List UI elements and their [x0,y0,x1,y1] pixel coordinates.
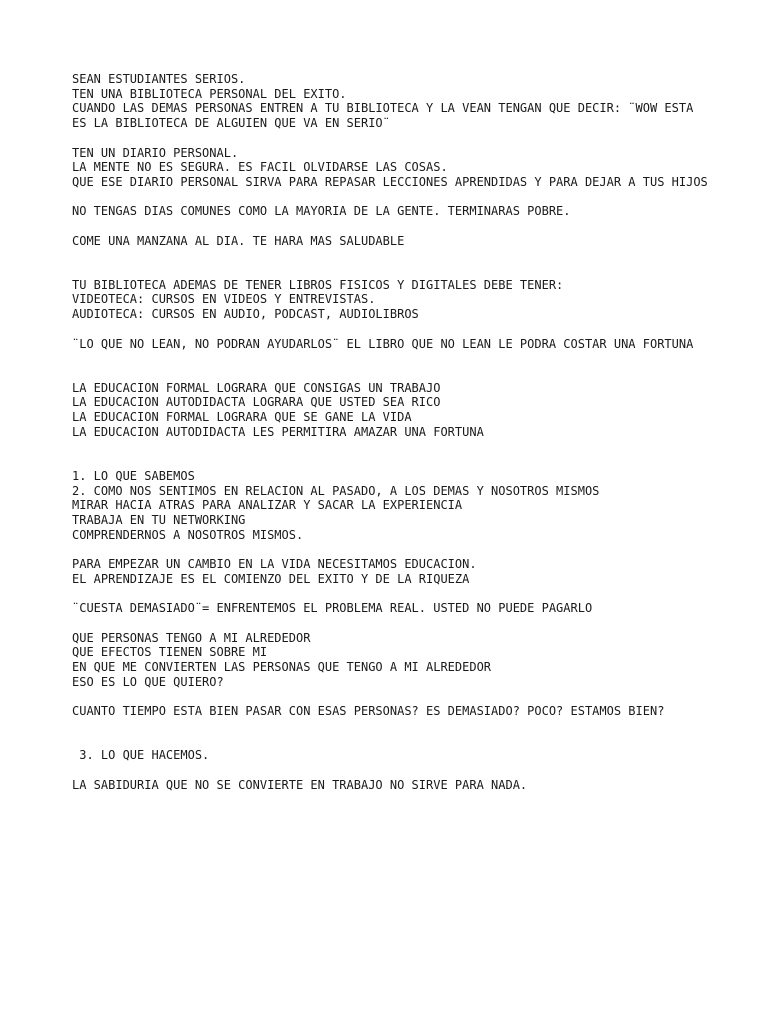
text-line: LA EDUCACION FORMAL LOGRARA QUE CONSIGAS UN TRABAJO [72,380,441,395]
text-line: 3. LO QUE HACEMOS. [72,748,210,763]
text-line: TRABAJA EN TU NETWORKING [72,512,246,527]
text-line: LA SABIDURIA QUE NO SE CONVIERTE EN TRABAJO NO SIRVE PARA NADA. [72,777,528,792]
text-line: COMPRENDERNOS A NOSOTROS MISMOS. [72,527,304,542]
text-paragraph [72,234,712,249]
text-paragraph [72,337,712,352]
text-paragraph [72,204,712,219]
text-line: 1. LO QUE SABEMOS [72,468,195,483]
text-line: EN QUE ME CONVIERTEN LAS PERSONAS QUE TENGO A MI ALREDEDOR [72,659,492,674]
text-line: 2. COMO NOS SENTIMOS EN RELACION AL PASADO, A LOS DEMAS Y NOSOTROS MISMOS [72,483,600,498]
text-line: ¨CUESTA DEMASIADO¨= ENFRENTEMOS EL PROBLEMA REAL. USTED NO PUEDE PAGARLO [72,601,593,616]
text-paragraph [72,631,712,690]
text-line: TEN UN DIARIO PERSONAL. [72,145,239,160]
text-line: TU BIBLIOTECA ADEMAS DE TENER LIBROS FISICOS Y DIGITALES DEBE TENER: [72,277,564,292]
text-line: QUE PERSONAS TENGO A MI ALREDEDOR [72,630,311,645]
text-paragraph [72,381,712,440]
text-line: LA EDUCACION AUTODIDACTA LES PERMITIRA AMAZAR UNA FORTUNA [72,424,484,439]
text-line: ESO ES LO QUE QUIERO? [72,674,224,689]
text-line: PARA EMPEZAR UN CAMBIO EN LA VIDA NECESITAMOS EDUCACION. [72,557,477,572]
text-line: LA EDUCACION FORMAL LOGRARA QUE SE GANE LA VIDA [72,410,412,425]
text-line: QUE ESE DIARIO PERSONAL SIRVA PARA REPASAR LECCIONES APRENDIDAS Y PARA DEJAR A TUS HIJOS [72,174,708,189]
text-paragraph [72,469,712,543]
text-line: QUE EFECTOS TIENEN SOBRE MI [72,645,268,660]
text-line: COME UNA MANZANA AL DIA. TE HARA MAS SALUDABLE [72,233,405,248]
text-line: AUDIOTECA: CURSOS EN AUDIO, PODCAST, AUDIOLIBROS [72,307,419,322]
text-paragraph [72,278,712,322]
text-line: LA MENTE NO ES SEGURA. ES FACIL OLVIDARSE LAS COSAS. [72,160,448,175]
text-paragraph [72,748,712,763]
text-paragraph [72,778,712,793]
text-paragraph [72,72,712,131]
text-line: LA EDUCACION AUTODIDACTA LOGRARA QUE USTED SEA RICO [72,395,441,410]
text-line: SEAN ESTUDIANTES SERIOS. [72,72,246,86]
text-paragraph [72,601,712,616]
text-line: CUANTO TIEMPO ESTA BIEN PASAR CON ESAS PERSONAS? ES DEMASIADO? POCO? ESTAMOS BIEN? [72,704,665,719]
text-paragraph [72,146,712,190]
text-line: VIDEOTECA: CURSOS EN VIDEOS Y ENTREVISTAS. [72,292,376,307]
text-paragraph [72,704,712,719]
text-line: CUANDO LAS DEMAS PERSONAS ENTREN A TU BIBLIOTECA Y LA VEAN TENGAN QUE DECIR: ¨WOW ESTA ES LA BIBLIOTECA DE ALGUIEN QUE VA EN SERIO¨ [72,101,701,131]
document-page [72,72,712,807]
text-line: TEN UNA BIBLIOTECA PERSONAL DEL EXITO. [72,86,347,101]
text-line: MIRAR HACIA ATRAS PARA ANALIZAR Y SACAR LA EXPERIENCIA [72,498,463,513]
text-paragraph [72,557,712,586]
text-line: EL APRENDIZAJE ES EL COMIENZO DEL EXITO Y DE LA RIQUEZA [72,571,470,586]
text-line: NO TENGAS DIAS COMUNES COMO LA MAYORIA DE LA GENTE. TERMINARAS POBRE. [72,204,571,219]
text-line: ¨LO QUE NO LEAN, NO PODRAN AYUDARLOS¨ EL LIBRO QUE NO LEAN LE PODRA COSTAR UNA FORTUNA [72,336,694,351]
